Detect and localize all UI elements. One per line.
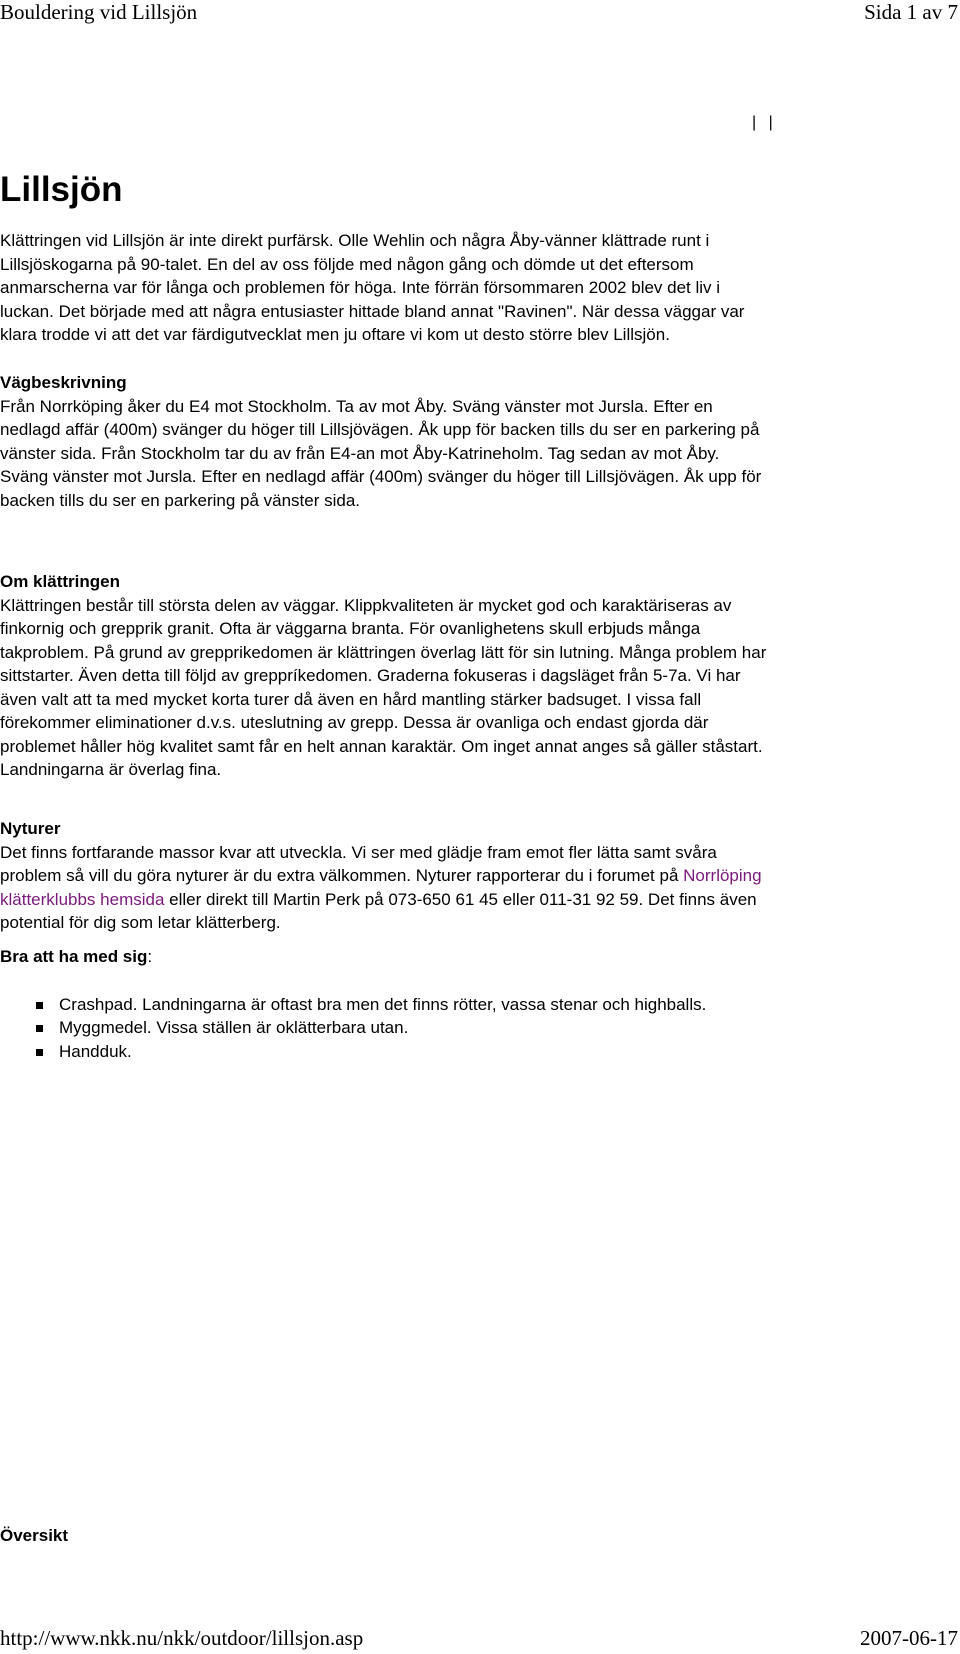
new-routes-section [0, 817, 770, 935]
list-item-text: Myggmedel. Vissa ställen är oklätterbara utan. [59, 1018, 409, 1037]
list-item [0, 1016, 720, 1040]
intro-section [0, 229, 770, 347]
bring-heading-colon: : [147, 947, 153, 966]
page-title: Lillsjön [0, 170, 123, 209]
list-item [0, 993, 720, 1017]
new-routes-heading: Nyturer [0, 819, 61, 838]
list-item-text: Handduk. [59, 1041, 132, 1061]
print-header-title: Bouldering vid Lillsjön [0, 0, 198, 24]
new-routes-paragraph [0, 841, 770, 935]
bullet-square-icon [36, 1002, 43, 1009]
new-routes-text-before: Det finns fortfarande massor kvar att utveckla. Vi ser med glädje fram emot fler lätta samt svåra problem så vill du göra nyturer är du extra välkommen. Nyturer rapporterar du i forumet på [0, 842, 717, 885]
nav-separator: | | [752, 114, 777, 131]
climbing-heading: Om klättringen [0, 572, 120, 591]
club-website-link[interactable]: Norrlöping klätterklubbs hemsida [0, 866, 762, 909]
list-item-text: Crashpad. Landningarna är oftast bra men det finns rötter, vassa stenar och highballs. [59, 994, 707, 1014]
bullet-square-icon [36, 1049, 43, 1056]
climbing-section [0, 570, 770, 782]
bring-heading-line [0, 945, 770, 969]
overview-heading: Översikt [0, 1526, 69, 1545]
new-routes-text-after: eller direkt till Martin Perk på 073-650 61 45 eller 011-31 92 59. Det finns även potential för dig som letar klätterberg. [0, 889, 757, 932]
directions-heading: Vägbeskrivning [0, 373, 127, 392]
intro-paragraph: Klättringen vid Lillsjön är inte direkt purfärsk. Olle Wehlin och några Åby-vänner klättrade runt i Lillsjöskogarna på 90-talet. En del av oss följde med någon gång och dömde ut det eftersom anmarscherna var för långa och problemen för höga. Inte förrän försommaren 2002 blev det liv i luckan. Det började med att några entusiaster hittade bland annat "Ravinen". När dessa väggar var klara trodde vi att det var färdigutvecklat men ju oftare vi kom ut desto större blev Lillsjön. [0, 231, 745, 344]
climbing-paragraph: Klättringen består till största delen av väggar. Klippkvaliteten är mycket god och karaktäriseras av finkornig och grepprik granit. Ofta är väggarna branta. För ovanlighetens skull erbjuds många takproblem. På grund av grepprikedomen är klättringen överlag lätt för sin lutning. Många problem har sittstarter. Även detta till följd av greppríkedomen. Graderna fokuseras i dagsläget från 5-7a. Vi har även valt att ta med mycket korta turer då även en hård mantling stärker badsuget. I vissa fall förekommer eliminationer d.v.s. uteslutning av grepp. Dessa är ovanliga och endast gjorda där problemet håller hög kvalitet samt får en helt annan karaktär. Om inget annat anges så gäller ståstart. Landningarna är överlag fina. [0, 595, 767, 779]
directions-section [0, 371, 770, 512]
print-footer [0, 1626, 960, 1652]
print-header [0, 0, 960, 26]
directions-paragraph: Från Norrköping åker du E4 mot Stockholm. Ta av mot Åby. Sväng vänster mot Jursla. Efter en nedlagd affär (400m) svänger du höger till Lillsjövägen. Åk upp för backen tills du ser en parkering på vänster sida. Från Stockholm tar du av från E4-an mot Åby-Katrineholm. Tag sedan av mot Åby. Sväng vänster mot Jursla. Efter en nedlagd affär (400m) svänger du höger till Lillsjövägen. Åk upp för backen tills du ser en parkering på vänster sida. [0, 396, 762, 510]
list-item [0, 1040, 720, 1064]
bring-list [0, 993, 720, 1064]
print-header-page-number: Sida 1 av 7 [864, 0, 958, 24]
bullet-square-icon [36, 1025, 43, 1032]
bring-section [0, 945, 770, 1063]
print-footer-date: 2007-06-17 [860, 1626, 958, 1650]
print-footer-url: http://www.nkk.nu/nkk/outdoor/lillsjon.asp [0, 1626, 364, 1650]
bring-heading: Bra att ha med sig [0, 947, 148, 966]
